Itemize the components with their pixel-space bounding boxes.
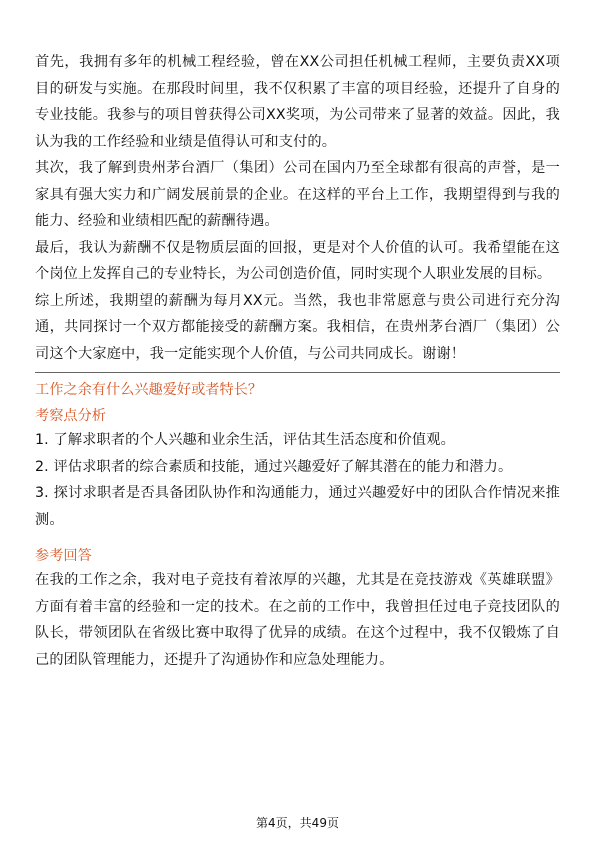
paragraph-value: 最后，我认为薪酬不仅是物质层面的回报，更是对个人价值的认可。我希望能在这个岗位上发挥自己的专业特长，为公司创造价值，同时实现个人职业发展的目标。: [35, 239, 560, 282]
interview-question: 工作之余有什么兴趣爱好或者特长？: [35, 382, 263, 398]
section-divider: [35, 372, 560, 373]
analysis-item: 3. 探讨求职者是否具备团队协作和沟通能力，通过兴趣爱好中的团队合作情况来推测。: [35, 485, 560, 528]
answer-text: 在我的工作之余，我对电子竞技有着浓厚的兴趣，尤其是在竞技游戏《英雄联盟》方面有着丰富的经验和一定的技术。在之前的工作中，我曾担任过电子竞技团队的队长，带领团队在省级比赛中取得了优异的成绩。在这个过程中，我不仅锻炼了自己的团队管理能力，还提升了沟通协作和应急处理能力。: [35, 572, 560, 668]
paragraph-company: 其次，我了解到贵州茅台酒厂（集团）公司在国内乃至全球都有很高的声誉，是一家具有强大实力和广阔发展前景的企业。在这样的平台上工作，我期望得到与我的能力、经验和业绩相匹配的薪酬待遇。: [35, 160, 560, 229]
answer-heading: 参考回答: [35, 548, 92, 564]
analysis-item: 1. 了解求职者的个人兴趣和业余生活，评估其生活态度和价值观。: [35, 432, 455, 448]
analysis-item: 2. 评估求职者的综合素质和技能，通过兴趣爱好了解其潜在的能力和潜力。: [35, 458, 513, 475]
paragraph-conclusion: 综上所述，我期望的薪酬为每月XX元。当然，我也非常愿意与贵公司进行充分沟通，共同探讨一个双方都能接受的薪酬方案。我相信，在贵州茅台酒厂（集团）公司这个大家庭中，我一定能实现个人价值，与公司共同成长。谢谢！: [35, 292, 560, 362]
page-content: [35, 49, 560, 673]
analysis-heading: 考察点分析: [35, 408, 106, 424]
page-number: 第4页，共49页: [256, 816, 339, 830]
paragraph-experience: 首先，我拥有多年的机械工程经验，曾在XX公司担任机械工程师，主要负责XX项目的研发与实施。在那段时间里，我不仅积累了丰富的项目经验，还提升了自身的专业技能。我参与的项目曾获得公司XX奖项，为公司带来了显著的效益。因此，我认为我的工作经验和业绩是值得认可和支付的。: [35, 54, 560, 150]
